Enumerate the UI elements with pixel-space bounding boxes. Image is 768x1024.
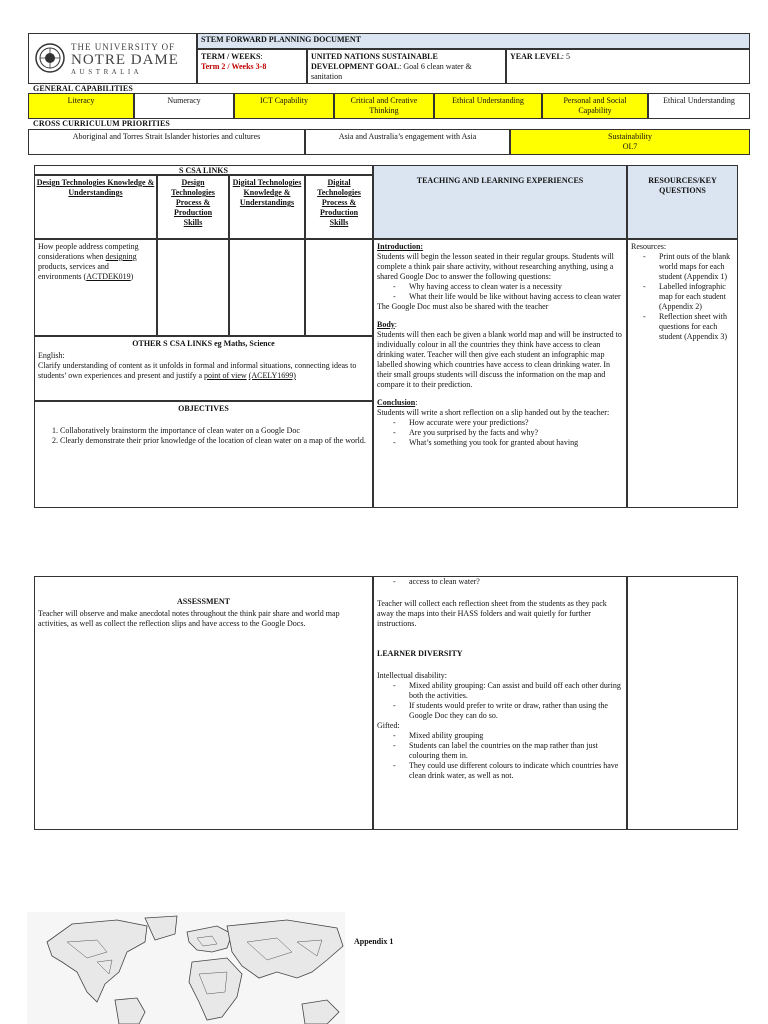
scsa-cell-digital-process bbox=[305, 239, 373, 336]
resources-list: - Print outs of the blank world maps for each student (Appendix 1) - Labelled infographic map for each student (Appendix 2) - Reflection sheet with questions for each student (Appendix 3) bbox=[631, 252, 734, 342]
gifted-label: Gifted: bbox=[377, 721, 400, 730]
objective-item: 1. Collaboratively brainstorm the importance of clean water on a Google Doc bbox=[60, 426, 369, 436]
assessment-text: Teacher will observe and make anecdotal notes throughout the think pair share and world map activities, as well as collect the reflection slips and have access to the Google Docs. bbox=[38, 609, 340, 628]
year-label: YEAR LEVEL bbox=[510, 52, 562, 61]
objectives-list bbox=[38, 426, 369, 446]
cross-curriculum-heading: CROSS CURRICULUM PRIORITIES bbox=[33, 119, 170, 128]
tle-heading: TEACHING AND LEARNING EXPERIENCES bbox=[416, 176, 584, 185]
priority-aboriginal: Aboriginal and Torres Strait Islander histories and cultures bbox=[28, 129, 305, 155]
resources-label: Resources: bbox=[631, 242, 667, 251]
scsa-col-design-knowledge: Design Technologies Knowledge & Understandings bbox=[34, 175, 157, 239]
objectives-heading: OBJECTIVES bbox=[178, 404, 229, 413]
doc-title-cell bbox=[197, 33, 750, 49]
resources-heading: RESOURCES/KEY QUESTIONS bbox=[648, 176, 717, 195]
other-scsa-text: Clarify understanding of content as it unfolds in formal and informal situations, connecting ideas to students’ own experiences and present and justify a point of view (ACELY1699) bbox=[38, 361, 357, 380]
intellectual-label: Intellectual disability: bbox=[377, 671, 447, 680]
capability-ethical: Ethical Understanding bbox=[434, 93, 542, 119]
objective-item: 2. Clearly demonstrate their prior knowledge of the location of clean water on a map of the world. bbox=[60, 436, 369, 446]
priority-asia: Asia and Australia’s engagement with Asia bbox=[305, 129, 510, 155]
year-value: 5 bbox=[566, 52, 571, 61]
conclusion-label: Conclusion bbox=[377, 398, 416, 407]
assessment-heading: ASSESSMENT bbox=[177, 597, 230, 606]
resources-continued bbox=[627, 576, 738, 830]
other-scsa-cell bbox=[34, 336, 373, 401]
objectives-cell bbox=[34, 401, 373, 508]
scsa-col-design-process: Design Technologies Process & Production Skills bbox=[157, 175, 229, 239]
continued-list: - access to clean water? bbox=[377, 577, 623, 587]
tle-heading-cell bbox=[373, 165, 627, 239]
general-capabilities-heading: GENERAL CAPABILITIES bbox=[33, 84, 133, 93]
body-label: Body bbox=[377, 320, 395, 329]
other-scsa-subject: English: bbox=[38, 351, 65, 360]
point-of-view-link[interactable]: point of view bbox=[204, 371, 247, 380]
scsa-cell-digital-knowledge bbox=[229, 239, 305, 336]
scsa-cell-design-process bbox=[157, 239, 229, 336]
tle-content: Introduction: Students will begin the lesson seated in their regular groups. Students will complete a think pair share activity, without researching anything, using a shared Google Doc to answer the following questions: - Why having access to clean water is a necessity - What their life would be like without having access to clean water The Google Doc must also be shared with the teacher Body: Students will then each be given a blank world map and will be instructed to individually colour in all the countries they think have access to clean drinking water. Teacher will then give each student an infographic map labelled showing which countries have access to clean drinking water. In their small groups students will discuss the information on the map and compare it to their prediction. Conclusion: Students will write a short reflection on a slip handed out by the teacher: - How accurate were your predictions? - Are you surprised by the facts and why? - What’s something you took for granted about having bbox=[373, 239, 627, 508]
other-scsa-heading: OTHER S CSA LINKS eg Maths, Science bbox=[132, 339, 275, 348]
intro-after: The Google Doc must also be shared with the teacher bbox=[377, 302, 549, 311]
world-map-image bbox=[27, 912, 345, 1024]
tle-continued bbox=[373, 576, 627, 830]
goal-label: UNITED NATIONS SUSTAINABLE DEVELOPMENT GOAL bbox=[311, 52, 438, 71]
logo-cell bbox=[28, 33, 197, 84]
term-cell: TERM / WEEKS: Term 2 / Weeks 3-8 bbox=[197, 49, 307, 84]
scsa-col-digital-knowledge: Digital Technologies Knowledge & Understandings bbox=[229, 175, 305, 239]
scsa-col-digital-process: Digital Technologies Process & Production Skills bbox=[305, 175, 373, 239]
doc-title: STEM FORWARD PLANNING DOCUMENT bbox=[201, 35, 361, 44]
capability-numeracy: Numeracy bbox=[134, 93, 234, 119]
logo-line3: A U S T R A L I A bbox=[71, 68, 140, 77]
logo-line1: THE UNIVERSITY OF bbox=[71, 42, 176, 52]
learner-diversity-heading: LEARNER DIVERSITY bbox=[377, 649, 463, 658]
logo-line2: NOTRE DAME bbox=[71, 52, 179, 69]
acely1699-link[interactable]: (ACELY1699) bbox=[248, 371, 296, 380]
capability-ethical-2: Ethical Understanding bbox=[648, 93, 750, 119]
goal-value: Goal 6 clean water & sanitation bbox=[311, 62, 472, 81]
capability-literacy: Literacy bbox=[28, 93, 134, 119]
gifted-list: - Mixed ability grouping - Students can label the countries on the map rather than just colouring them in. - They could use different colours to indicate which countries have clean drink water, as well as not. bbox=[377, 731, 623, 781]
collect-text: Teacher will collect each reflection sheet from the students as they pack away the maps into their HASS folders and wait quietly for further instructions. bbox=[377, 599, 607, 628]
appendix-label: Appendix 1 bbox=[354, 937, 394, 946]
conclusion-list: - How accurate were your predictions? - Are you surprised by the facts and why? - What’s something you took for granted about having bbox=[377, 418, 623, 448]
resources-heading-cell bbox=[627, 165, 738, 239]
intro-list: - Why having access to clean water is a necessity - What their life would be like without having access to clean water bbox=[377, 282, 623, 302]
university-seal-icon bbox=[35, 43, 65, 73]
goal-cell: UNITED NATIONS SUSTAINABLE DEVELOPMENT GOAL: Goal 6 clean water & sanitation bbox=[307, 49, 506, 84]
body-text: Students will then each be given a blank world map and will be instructed to individually colour in all the countries they think have access to clean drinking water. Teacher will then give each student an infographic map labelled showing which countries have access to clean drinking water. In their small groups students will discuss the information on the map and compare it to their prediction. bbox=[377, 330, 622, 389]
intro-text: Students will begin the lesson seated in their regular groups. Students will complete a think pair share activity, without researching anything, using a shared Google Doc to answer the following questions: bbox=[377, 252, 614, 281]
intellectual-list: - Mixed ability grouping: Can assist and build off each other during both the activities. - If students would prefer to write or draw, rather than using the Google Doc they can do so. bbox=[377, 681, 623, 721]
term-value: Term 2 / Weeks 3-8 bbox=[201, 62, 267, 71]
scsa-heading: S CSA LINKS bbox=[34, 165, 373, 175]
capability-personal-social: Personal and Social Capability bbox=[542, 93, 648, 119]
intro-label: Introduction: bbox=[377, 242, 424, 251]
actdek019-link[interactable]: ACTDEK019 bbox=[86, 272, 131, 281]
scsa-cell-design-knowledge: How people address competing considerations when designing products, services and environments (ACTDEK019) bbox=[34, 239, 157, 336]
conclusion-text: Students will write a short reflection on a slip handed out by the teacher: bbox=[377, 408, 610, 417]
capability-ict: ICT Capability bbox=[234, 93, 334, 119]
assessment-cell bbox=[34, 576, 373, 830]
priority-sustainability: Sustainability OI.7 bbox=[510, 129, 750, 155]
designing-link[interactable]: designing bbox=[105, 252, 137, 261]
capability-critical-thinking: Critical and Creative Thinking bbox=[334, 93, 434, 119]
year-cell: YEAR LEVEL: 5 bbox=[506, 49, 750, 84]
term-label: TERM / WEEKS bbox=[201, 52, 261, 61]
resources-content bbox=[627, 239, 738, 508]
